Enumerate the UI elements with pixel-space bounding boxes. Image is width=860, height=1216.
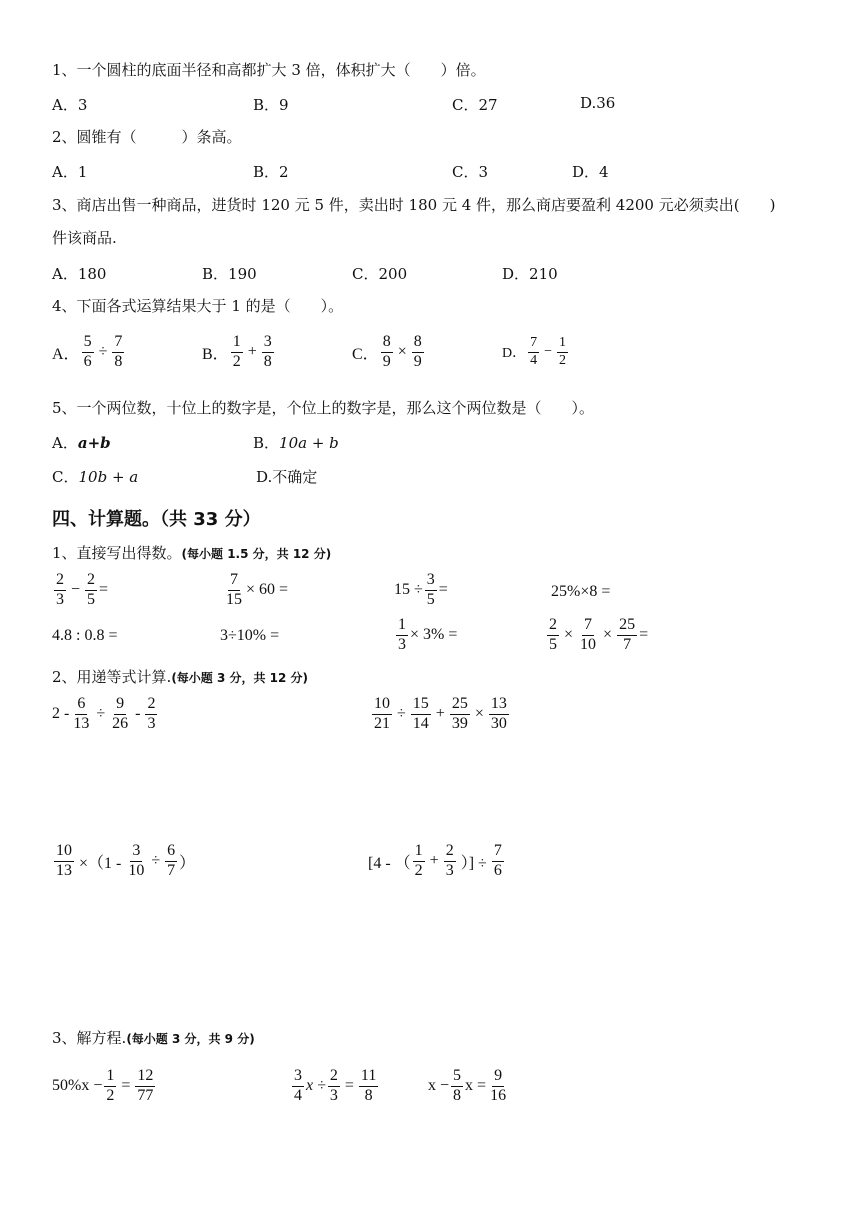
question-2-option-b: B．2 [253, 163, 289, 181]
question-1-option-c: C．27 [452, 96, 498, 114]
question-5-option-b: B．10a + b [253, 434, 339, 452]
fraction: $\frac{8}{9}$ [413, 333, 422, 370]
fraction: $\frac{8}{9}$ [382, 333, 391, 370]
direct-calc-1: $\frac{2}{3}$ − $\frac{2}{5}$ = [56, 571, 109, 608]
question-3-option-b: B．190 [202, 265, 257, 283]
option-label: A． [52, 345, 80, 363]
direct-calc-7: $\frac{1}{3}$ × 3% = [398, 616, 458, 653]
stepwise-calc-1: 2 - $\frac{6}{13}$ ÷ $\frac{9}{26}$ - $\frac{2}{3}$ [52, 695, 156, 732]
question-3-option-d: D．210 [502, 265, 558, 283]
question-3-option-c: C．200 [352, 265, 408, 283]
fraction: $\frac{5}{6}$ [83, 333, 92, 370]
direct-calc-8: $\frac{2}{5}$ × $\frac{7}{10}$ × $\frac{25}{7}$ = [549, 616, 649, 653]
question-4-option-c [352, 334, 426, 371]
question-1-option-a: A．3 [52, 96, 88, 114]
question-3-text-cont: 件该商品. [52, 229, 117, 247]
stepwise-calc-3: $\frac{10}{13}$ ×（1 - $\frac{3}{10}$ ÷ $\frac{6}{7}$ ） [56, 842, 196, 879]
question-2-option-c: C．3 [452, 163, 489, 181]
stepwise-calc-4: [4 - （ $\frac{1}{2}$ + $\frac{2}{3}$ ）] ÷ $\frac{7}{6}$ [368, 842, 502, 879]
fraction: $\frac{1}{2}$ [232, 333, 241, 370]
option-label: B． [202, 345, 229, 363]
question-4-text: 4、下面各式运算结果大于 1 的是（ ）。 [52, 297, 344, 315]
equation-2: $\frac{3}{4}$ x ÷ $\frac{2}{3}$ = $\frac{11}{8}$ [294, 1067, 377, 1104]
question-3-text: 3、商店出售一种商品，进货时 120 元 5 件，卖出时 180 元 4 件，那么商店要盈利 4200 元必须卖出( ) [52, 196, 776, 214]
question-1-option-d: D.36 [580, 94, 616, 112]
direct-calc-6: 3÷10% = [220, 627, 280, 644]
question-5-option-d: D.不确定 [256, 468, 318, 486]
part-2-title: 2、用递等式计算.(每小题 3 分，共 12 分) [52, 668, 309, 686]
equation-3: x − $\frac{5}{8}$ x = $\frac{9}{16}$ [428, 1067, 507, 1104]
question-1-text: 1、一个圆柱的底面半径和高都扩大 3 倍，体积扩大（ ）倍。 [52, 61, 486, 79]
option-label: D． [502, 346, 527, 362]
direct-calc-2: $\frac{7}{15}$ × 60 = [226, 571, 289, 608]
part-1-title: 1、直接写出得数。(每小题 1.5 分，共 12 分) [52, 544, 332, 562]
operator: × [397, 343, 407, 361]
question-2-text: 2、圆锥有（ ）条高。 [52, 128, 242, 146]
question-2-option-d: D．4 [572, 163, 609, 181]
operator: − [544, 344, 553, 360]
fraction: $\frac{7}{8}$ [114, 333, 123, 370]
direct-calc-4: 25%×8 = [551, 583, 611, 600]
question-4-option-d [502, 336, 570, 368]
question-2-option-a: A．1 [52, 163, 88, 181]
question-5-option-c: C．10b + a [52, 468, 139, 486]
question-4-option-b [202, 334, 276, 371]
section-heading: 四、计算题。（共 33 分） [52, 509, 261, 530]
fraction: $\frac{7}{4}$ [530, 335, 538, 368]
question-5-text: 5、一个两位数，十位上的数字是，个位上的数字是，那么这个两位数是（ ）。 [52, 399, 595, 417]
operator: ÷ [98, 343, 108, 361]
question-5-option-a: A．a+b [52, 434, 111, 452]
question-1-option-b: B．9 [253, 96, 289, 114]
equation-1: 50%x − $\frac{1}{2}$ = $\frac{12}{77}$ [52, 1067, 154, 1104]
fraction: $\frac{1}{2}$ [559, 335, 567, 368]
question-3-option-a: A．180 [52, 265, 107, 283]
option-label: C． [352, 345, 379, 363]
direct-calc-3: 15 ÷ $\frac{3}{5}$ = [394, 571, 448, 608]
direct-calc-5: 4.8 : 0.8 = [52, 627, 118, 644]
operator: + [247, 343, 257, 361]
question-4-option-a [52, 334, 126, 371]
part-3-title: 3、解方程.(每小题 3 分，共 9 分) [52, 1029, 255, 1047]
stepwise-calc-2: $\frac{10}{21}$ ÷ $\frac{15}{14}$ + $\frac{25}{39}$ × $\frac{13}{30}$ [374, 695, 507, 732]
fraction: $\frac{3}{8}$ [263, 333, 272, 370]
